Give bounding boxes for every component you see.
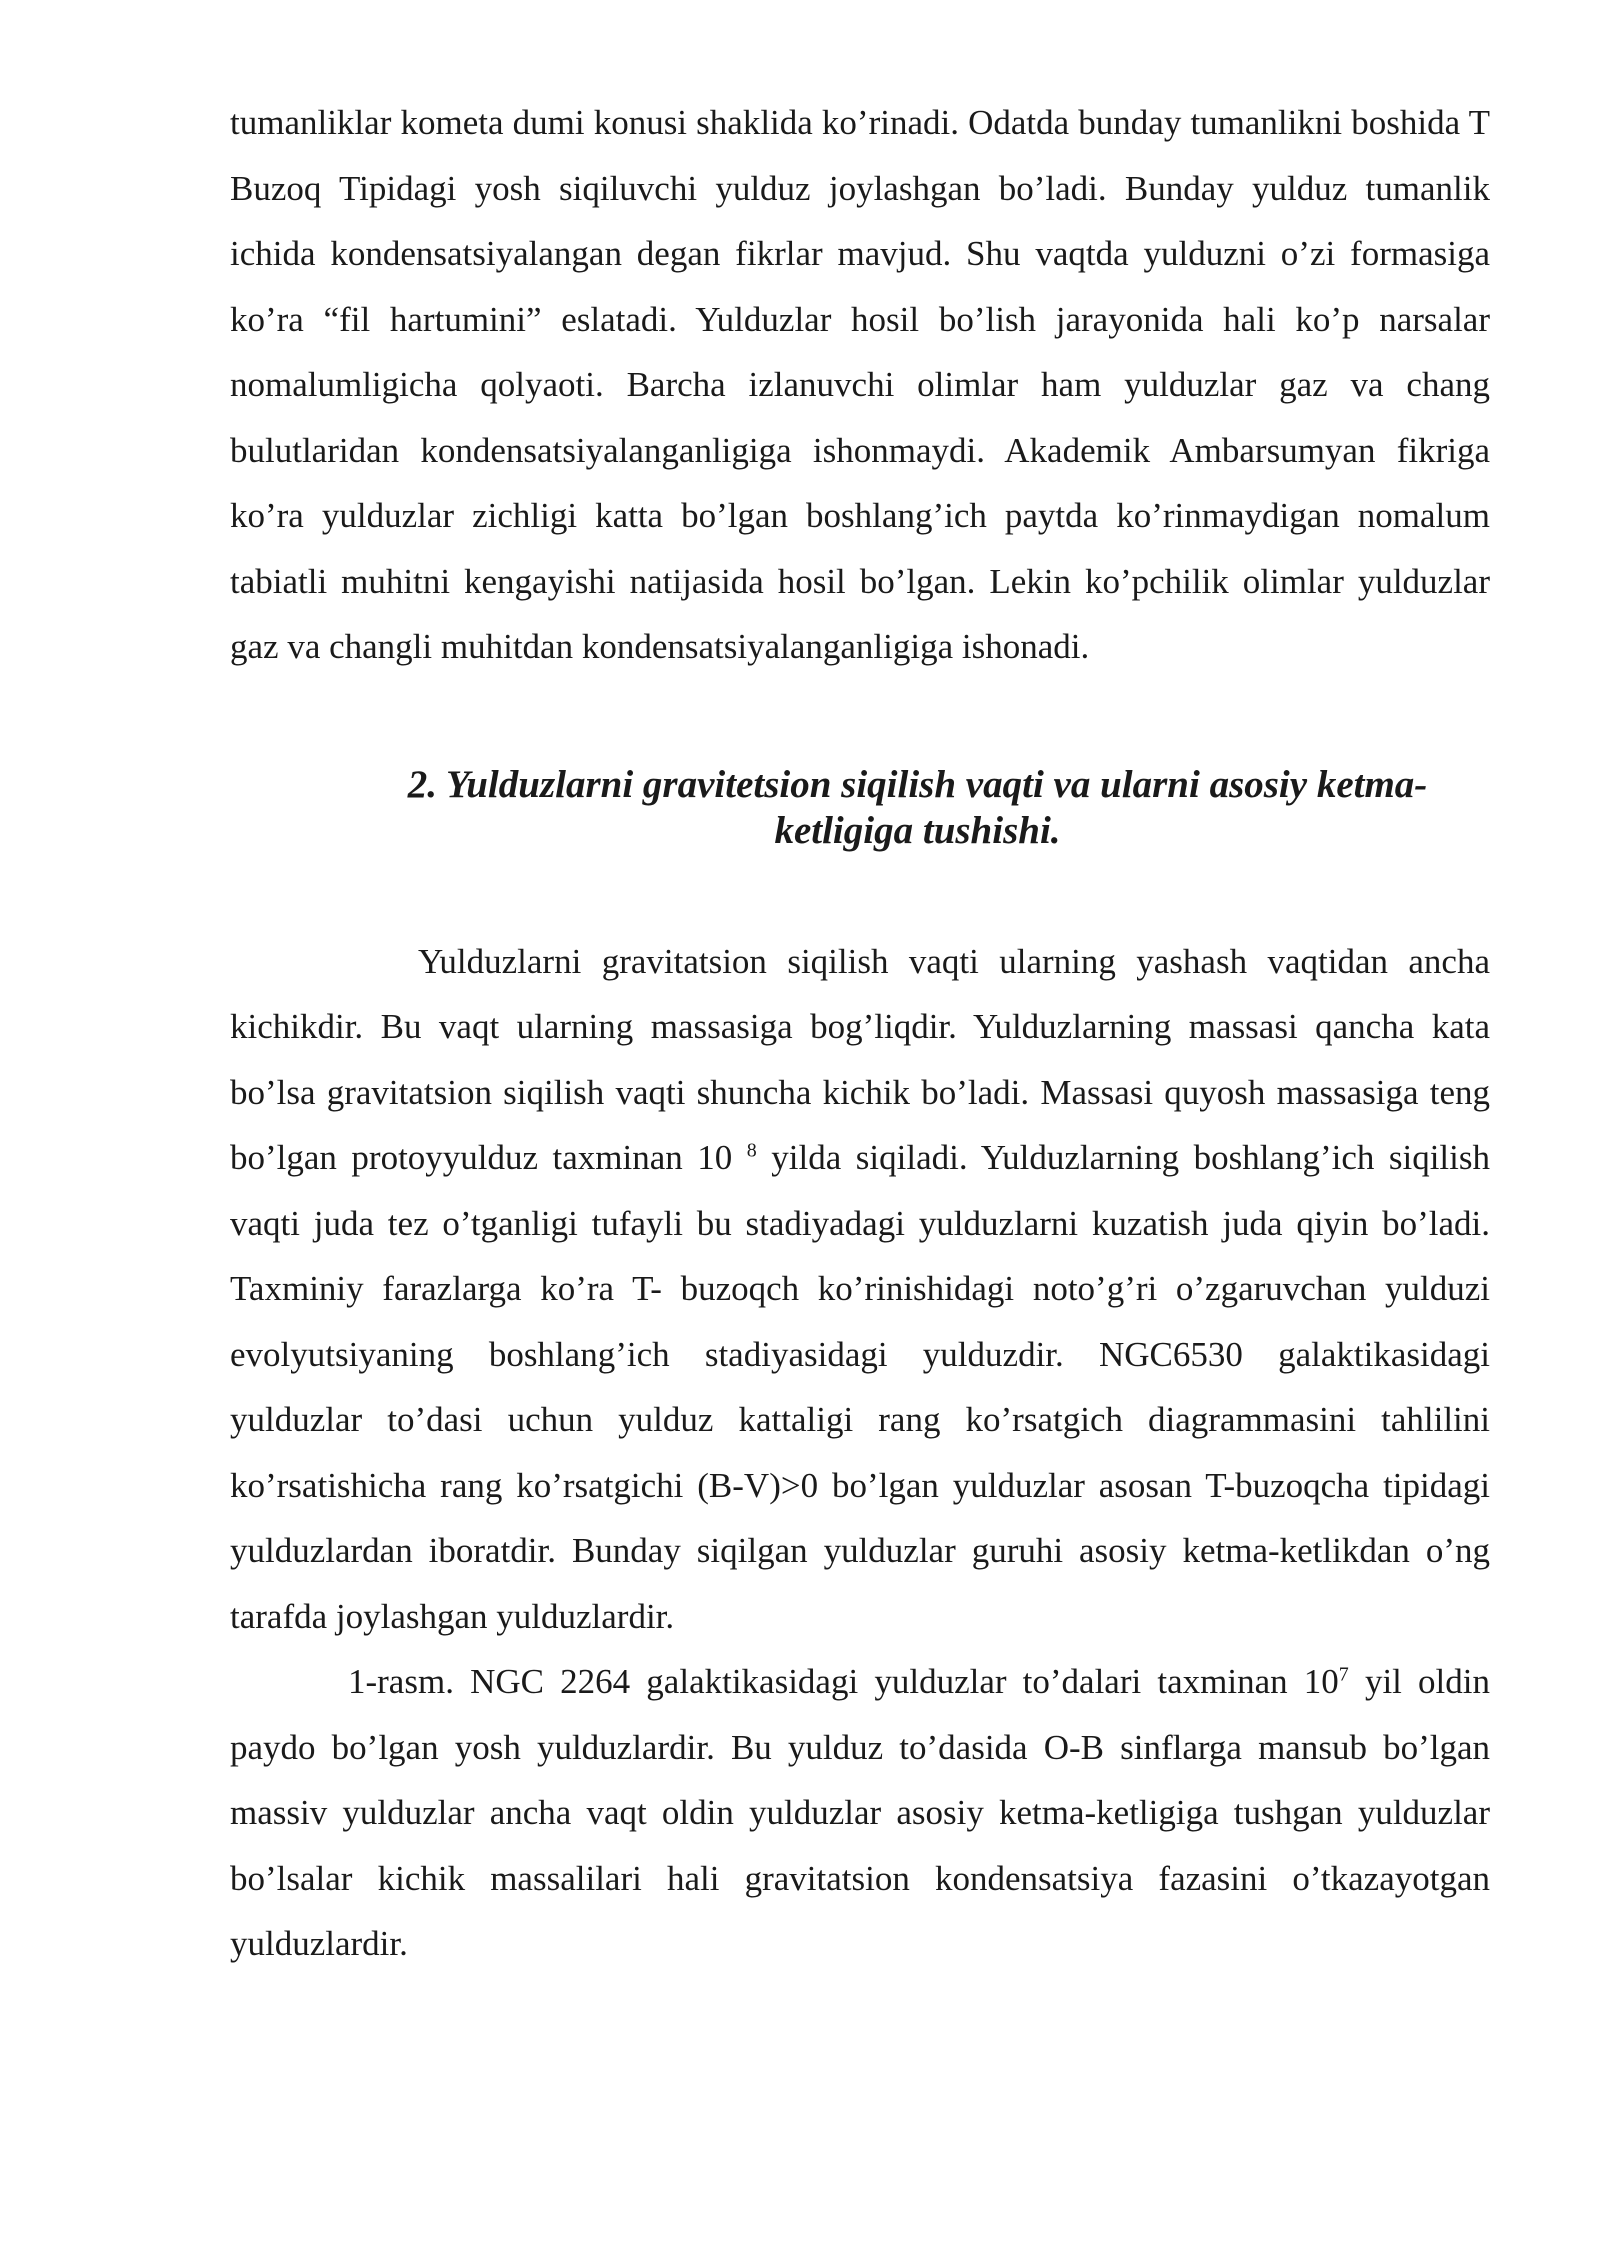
paragraph-text: 1-rasm. NGC 2264 galaktikasidagi yulduzlar to’dalari taxminan 10: [348, 1662, 1339, 1701]
exponent: 7: [1338, 1663, 1349, 1686]
paragraph-gravitational-contraction: [230, 929, 1490, 1650]
exponent: 8: [746, 1139, 757, 1162]
section-heading: 2. Yulduzlarni gravitetsion siqilish vaqti va ularni asosiy ketma-ketligiga tushishi.: [407, 762, 1428, 852]
paragraph-text: Yulduzlarni gravitatsion siqilish vaqti ularning yashash vaqtidan ancha kichikdir. Bu vaqt ularning massasiga bog’liqdir. Yulduzlarning massasi qancha kata bo’lsa gravitatsion siqilish vaqti shuncha kichik bo’ladi. Massasi quyosh massasiga teng bo’lgan protoyyulduz taxminan 10: [230, 941, 1490, 1177]
paragraph-figure-caption: [230, 1649, 1490, 1977]
document-page: [230, 90, 1490, 1977]
paragraph-text: yil oldin paydo bo’lgan yosh yulduzlardir. Bu yulduz to’dasida O-B sinflarga mansub bo’lgan massiv yulduzlar ancha vaqt oldin yulduzlar asosiy ketma-ketligiga tushgan yulduzlar bo’lsalar kichik massalilari hali gravitatsion kondensatsiya fazasini o’tkazayotgan yulduzlardir.: [230, 1662, 1490, 1963]
paragraph-text: yilda siqiladi. Yulduzlarning boshlang’ich siqilish vaqti juda tez o’tganligi tufayli bu stadiyadagi yulduzlarni kuzatish juda qiyin bo’ladi. Taxminiy farazlarga ko’ra T- buzoqch ko’rinishidagi noto’g’ri o’zgaruvchan yulduzi evolyutsiyaning boshlang’ich stadiyasidagi yulduzdir. NGC6530 galaktikasidagi yulduzlar to’dasi uchun yulduz kattaligi rang ko’rsatgich diagrammasini tahlilini ko’rsatishicha rang ko’rsatgichi (B-V)>0 bo’lgan yulduzlar asosan T-buzoqcha tipidagi yulduzlardan iboratdir. Bunday siqilgan yulduzlar guruhi asosiy ketma-ketlikdan o’ng tarafda joylashgan yulduzlardir.: [230, 1138, 1490, 1636]
intro-paragraph: tumanliklar kometa dumi konusi shaklida ko’rinadi. Odatda bunday tumanlikni boshida T Buzoq Tipidagi yosh siqiluvchi yulduz joylashgan bo’ladi. Bunday yulduz tumanlik ichida kondensatsiyalangan degan fikrlar mavjud. Shu vaqtda yulduzni o’zi formasiga ko’ra “fil hartumini” eslatadi. Yulduzlar hosil bo’lish jarayonida hali ko’p narsalar nomalumligicha qolyaoti. Barcha izlanuvchi olimlar ham yulduzlar gaz va chang bulutlaridan kondensatsiyalanganligiga ishonmaydi. Akademik Ambarsumyan fikriga ko’ra yulduzlar zichligi katta bo’lgan boshlang’ich paytda ko’rinmaydigan nomalum tabiatli muhitni kengayishi natijasida hosil bo’lgan. Lekin ko’pchilik olimlar yulduzlar gaz va changli muhitdan kondensatsiyalanganligiga ishonadi.: [230, 103, 1490, 666]
